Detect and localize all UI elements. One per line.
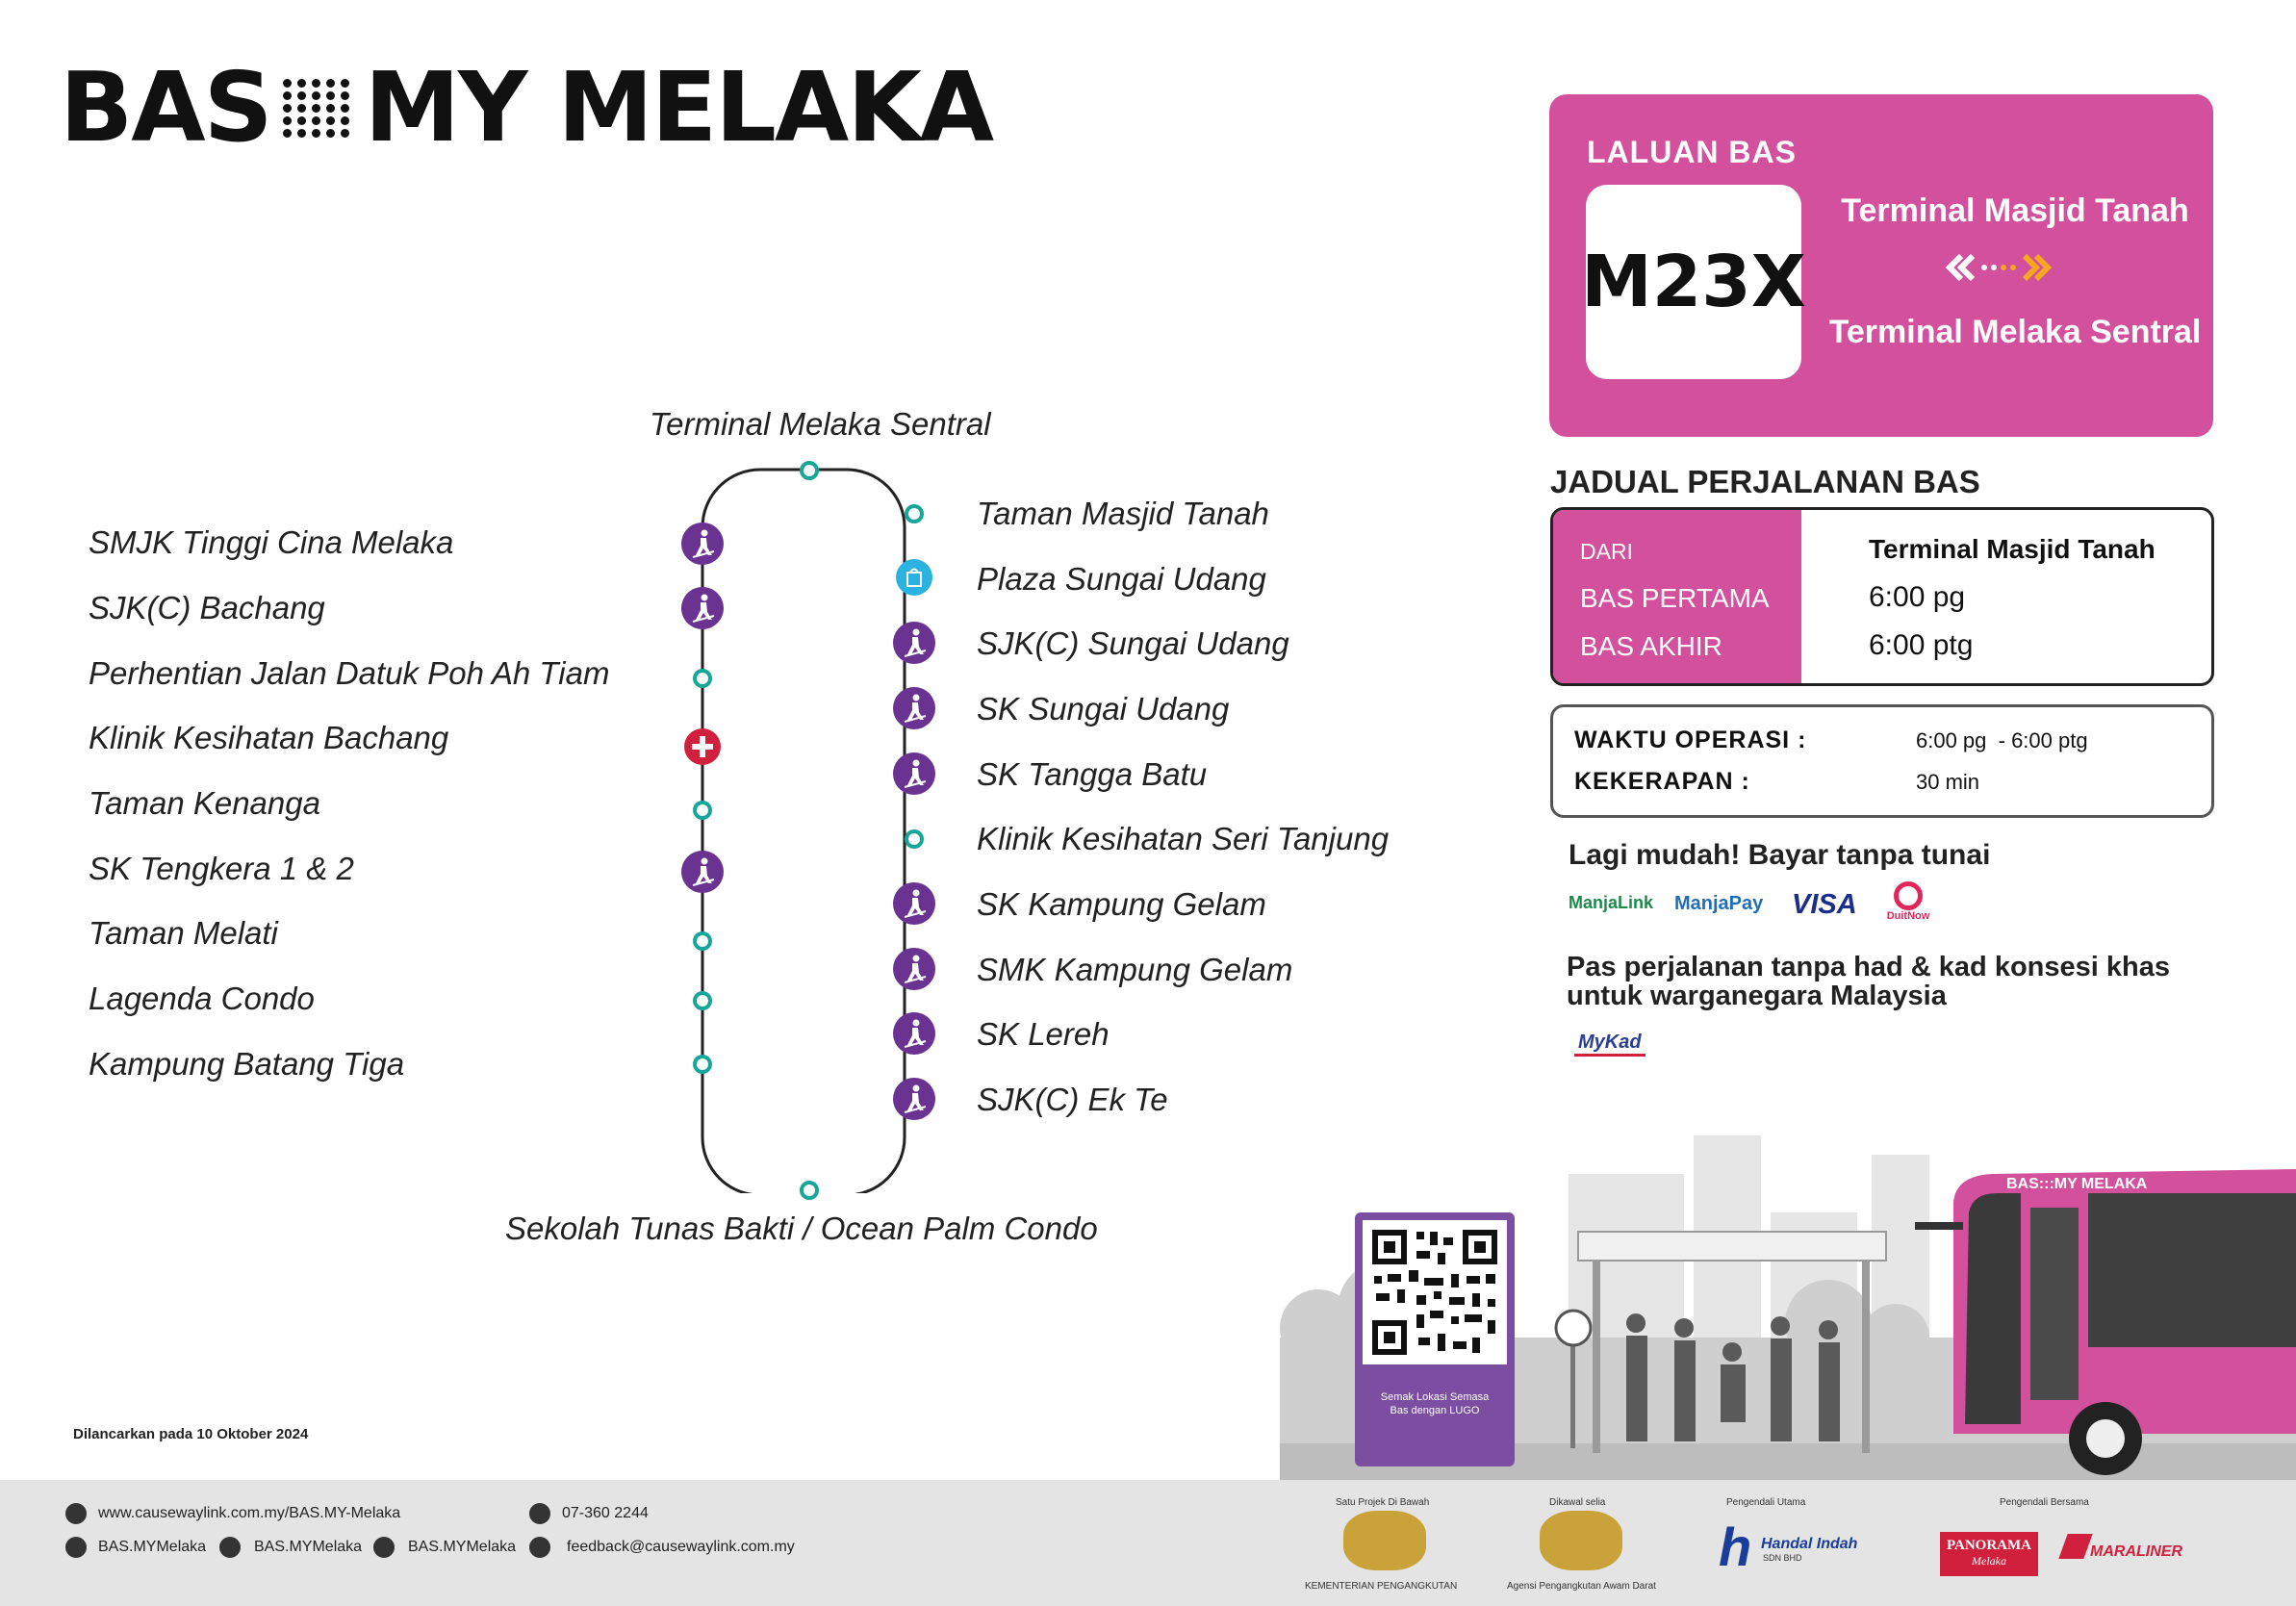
left-stop: Lagenda Condo (89, 981, 315, 1016)
brand-dots-icon (283, 79, 351, 138)
partner4-name-a: PANORAMA (1946, 1538, 2032, 1553)
operations-box (1550, 704, 2214, 818)
left-stop: Perhentian Jalan Datuk Poh Ah Tiam (89, 655, 610, 691)
duitnow-logo (1880, 881, 1936, 922)
partner3-name: Handal Indah (1761, 1536, 1858, 1552)
stop-marker (693, 669, 712, 688)
partner4-label: Pengendali Bersama (2000, 1497, 2089, 1508)
brand-left: BAS (60, 51, 271, 164)
qr-card (1355, 1212, 1515, 1466)
right-stop: SK Lereh (977, 1016, 1110, 1052)
manjapay-logo: ManjaPay (1674, 893, 1764, 914)
left-stop: Taman Melati (89, 915, 278, 951)
manjalink-logo: ManjaLink (1569, 893, 1654, 912)
globe-icon (65, 1503, 87, 1524)
stop-marker (800, 461, 819, 480)
school-icon (681, 851, 724, 893)
destination-bottom: Terminal Melaka Sentral (1828, 314, 2202, 350)
stop-marker (693, 931, 712, 951)
right-stop: Taman Masjid Tanah (977, 496, 1269, 531)
partner4-name-a-sub: Melaka (1972, 1554, 2006, 1568)
footer-tiktok[interactable]: BAS.MYMelaka (408, 1539, 517, 1555)
from-label: DARI (1580, 539, 1633, 564)
right-stop: SJK(C) Ek Te (977, 1082, 1168, 1117)
left-stop: SK Tengkera 1 & 2 (89, 851, 354, 886)
right-stop: SK Sungai Udang (977, 691, 1230, 727)
route-label: LALUAN BAS (1587, 135, 1797, 169)
handal-indah-icon: h (1719, 1517, 1752, 1577)
right-stop: Plaza Sungai Udang (977, 561, 1266, 597)
school-icon (681, 523, 724, 565)
clinic-icon (684, 728, 721, 765)
frequency-label: KEKERAPAN : (1574, 768, 1750, 795)
partner2-name: Agensi Pengangkutan Awam Darat (1507, 1581, 1656, 1592)
launch-note: Dilancarkan pada 10 Oktober 2024 (73, 1426, 309, 1442)
visa-logo: VISA (1792, 889, 1857, 920)
payment-title: Lagi mudah! Bayar tanpa tunai (1569, 839, 1991, 871)
schedule-table (1550, 507, 2214, 686)
partner4-name-b: MARALINER (2090, 1543, 2182, 1560)
school-icon (681, 587, 724, 629)
instagram-icon (219, 1537, 241, 1558)
government-crest-icon (1343, 1511, 1426, 1570)
right-stop: Klinik Kesihatan Seri Tanjung (977, 821, 1390, 856)
footer-phone[interactable]: 07-360 2244 (562, 1505, 649, 1521)
route-code: M23X (1581, 241, 1806, 323)
first-bus-label: BAS PERTAMA (1580, 583, 1770, 613)
left-stop: SJK(C) Bachang (89, 590, 325, 625)
partner1-label: Satu Projek Di Bawah (1336, 1497, 1430, 1508)
apad-crest-icon (1540, 1511, 1622, 1570)
school-icon (893, 882, 935, 925)
partner2-label: Dikawal selia (1549, 1497, 1606, 1508)
qr-code-icon (1363, 1220, 1507, 1364)
stop-marker (800, 1181, 819, 1200)
left-stop: SMJK Tinggi Cina Melaka (89, 524, 454, 560)
qr-caption-1: Semak Lokasi Semasa (1380, 1391, 1490, 1403)
last-bus-value: 6:00 ptg (1869, 629, 1974, 661)
school-icon (893, 948, 935, 990)
bidirectional-arrow-icon (1942, 248, 2055, 287)
route-code-badge (1581, 185, 1806, 379)
pass-title: Pas perjalanan tanpa had & kad konsesi khas untuk warganegara Malaysia (1567, 952, 2170, 1011)
brand-logo (60, 51, 993, 164)
partner3-label: Pengendali Utama (1726, 1497, 1806, 1508)
school-icon (893, 622, 935, 664)
partner3-sub: SDN BHD (1763, 1553, 1802, 1563)
operating-hours-label: WAKTU OPERASI : (1574, 727, 1807, 753)
school-icon (893, 752, 935, 795)
tiktok-icon (373, 1537, 395, 1558)
last-bus-label: BAS AKHIR (1580, 631, 1722, 661)
left-stop: Kampung Batang Tiga (89, 1046, 405, 1082)
footer-website[interactable]: www.causewaylink.com.my/BAS.MY-Melaka (98, 1505, 401, 1521)
right-stop: SMK Kampung Gelam (977, 952, 1293, 987)
operating-hours-value: 6:00 pg - 6:00 ptg (1916, 728, 2088, 752)
partner1-name: KEMENTERIAN PENGANGKUTAN (1305, 1581, 1458, 1592)
route-loop (693, 462, 924, 1193)
right-stop: SK Kampung Gelam (977, 886, 1266, 922)
footer-facebook[interactable]: BAS.MYMelaka (98, 1539, 207, 1555)
email-icon (529, 1537, 550, 1558)
stop-marker (905, 504, 924, 523)
stop-marker (905, 829, 924, 849)
footer-email[interactable]: feedback@causewaylink.com.my (567, 1539, 795, 1555)
stop-marker (693, 1055, 712, 1074)
from-value: Terminal Masjid Tanah (1869, 534, 2156, 564)
first-bus-value: 6:00 pg (1869, 581, 1966, 613)
schedule-title: JADUAL PERJALANAN BAS (1550, 464, 1980, 499)
qr-caption-2: Bas dengan LUGO (1390, 1405, 1480, 1416)
right-stop: SK Tangga Batu (977, 756, 1208, 792)
bottom-terminal-label: Sekolah Tunas Bakti / Ocean Palm Condo (505, 1211, 1098, 1246)
frequency-value: 30 min (1916, 770, 1980, 794)
facebook-icon (65, 1537, 87, 1558)
brand-right: MY MELAKA (364, 51, 993, 164)
stop-marker (693, 801, 712, 820)
top-terminal-label: Terminal Melaka Sentral (650, 406, 991, 442)
right-stop: SJK(C) Sungai Udang (977, 625, 1289, 661)
destination-top: Terminal Masjid Tanah (1841, 192, 2189, 229)
left-stop: Taman Kenanga (89, 785, 320, 821)
school-icon (893, 1012, 935, 1055)
stop-marker (693, 991, 712, 1010)
school-icon (893, 687, 935, 729)
footer-instagram[interactable]: BAS.MYMelaka (254, 1539, 363, 1555)
panorama-logo (1940, 1532, 2038, 1576)
mykad-logo: MyKad (1574, 1032, 1645, 1057)
school-icon (893, 1078, 935, 1120)
left-stop: Klinik Kesihatan Bachang (89, 720, 449, 755)
shopping-icon (896, 559, 932, 596)
phone-icon (529, 1503, 550, 1524)
bus-branding: BAS:::MY MELAKA (2006, 1176, 2148, 1192)
duitnow-label: DuitNow (1886, 910, 1930, 922)
